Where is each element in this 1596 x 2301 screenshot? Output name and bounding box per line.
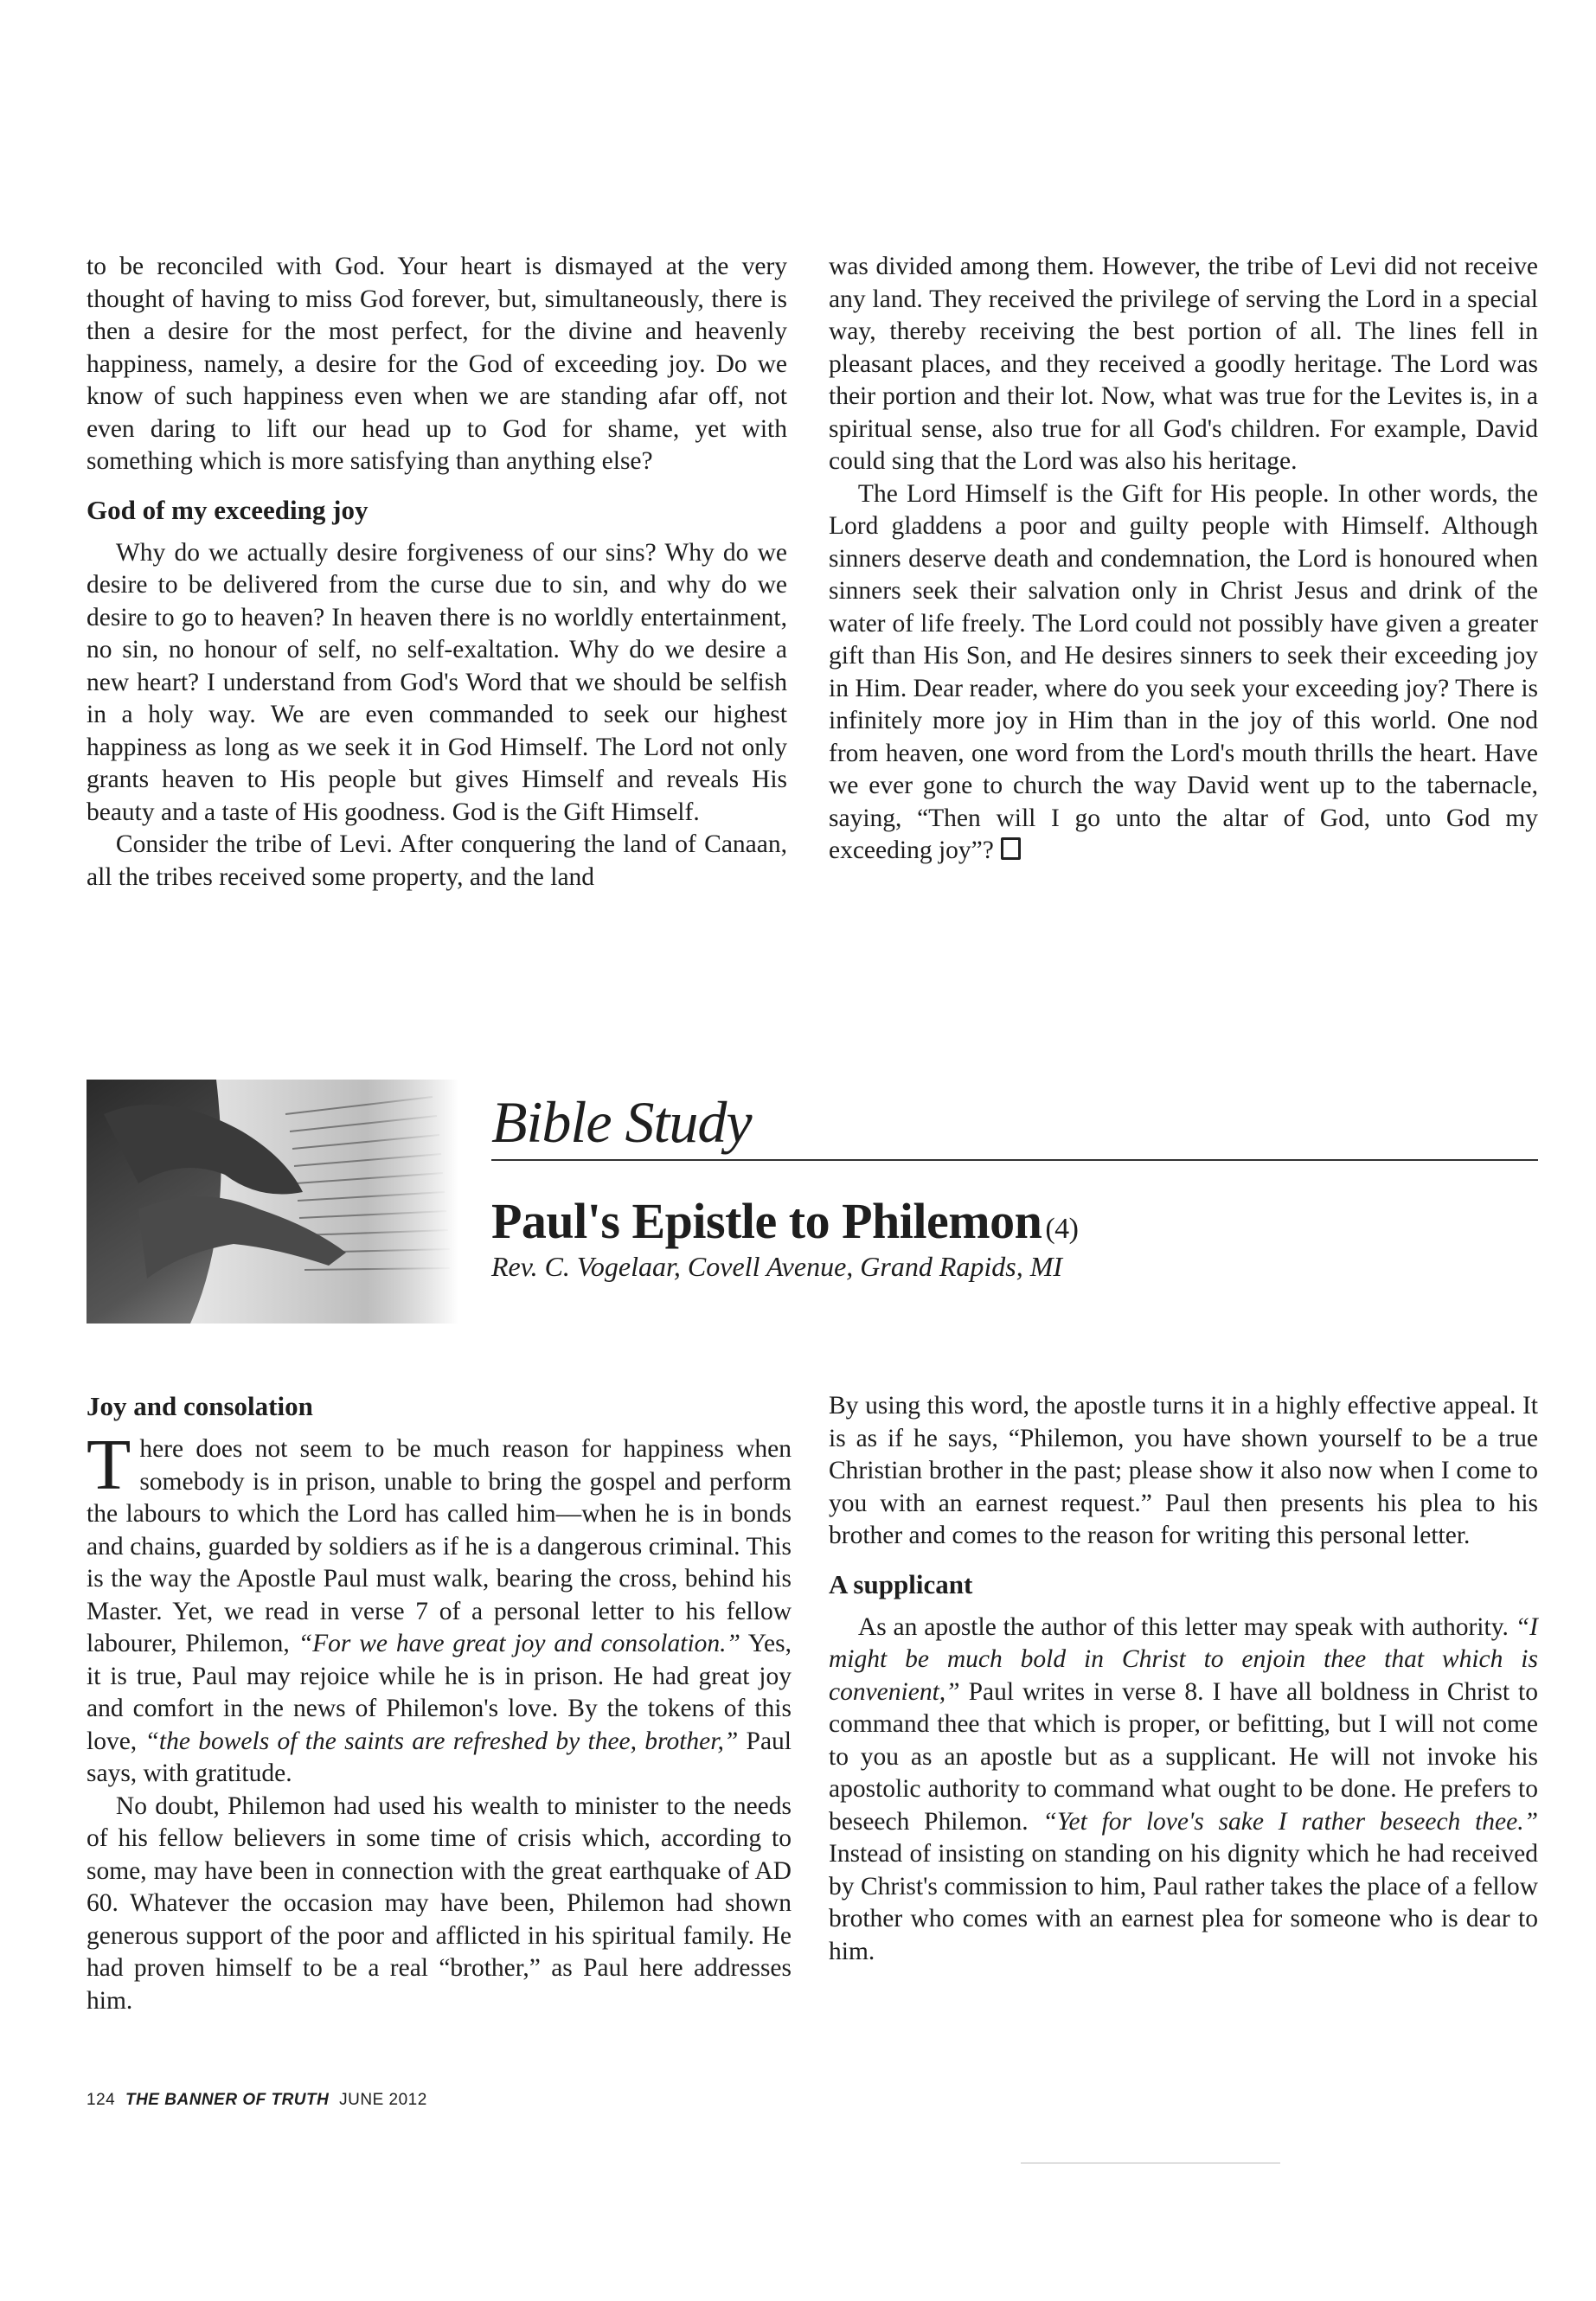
section-label: Bible Study <box>491 1089 752 1155</box>
title-text: Paul's Epistle to Philemon <box>491 1193 1042 1249</box>
paragraph: was divided among them. However, the tribe of Levi did not receive any land. They received the privilege of serving the Lord in a special way, thereby receiving the best portion of all. The lines fell in pleasant places, and they received a goodly heritage. The Lord was their portion and their lot. Now, what was true for the Levites is, in a spiritual sense, also true for all God's children. For example, David could sing that the Lord was also his heritage. <box>829 253 1538 475</box>
paragraph <box>87 1425 792 1791</box>
paragraph: Consider the tribe of Levi. After conquering the land of Canaan, all the tribes received some property, and the land <box>87 830 787 891</box>
paragraph: to be reconciled with God. Your heart is dismayed at the very thought of having to miss God forever, but, simultaneously, there is then a desire for the most perfect, for the divine and heavenly happiness, namely, a desire for the God of exceeding joy. Do we know of such happiness even when we are standing afar off, not even daring to lift our head up to God for shame, yet with something which is more satisfying than anything else? <box>87 253 787 475</box>
paragraph <box>829 1612 1538 1969</box>
issue-date: JUNE 2012 <box>339 2091 427 2109</box>
paragraph-text: The Lord Himself is the Gift for His people. In other words, the Lord gladdens a poor and guilty people with Himself. Although sinners deserve death and condemnation, the Lord is honoured when sinners seek their salvation only in Christ Jesus and drink of the water of life freely. The Lord could not possibly have given a greater gift than His Son, and He desires sinners to seek their exceeding joy in Him. Dear reader, where do you seek your exceeding joy? There is infinitely more joy in Him than in the joy of this world. One nod from heaven, one word from the Lord's mouth thrills the heart. Have we ever gone to church the way David went up to the tabernacle, saying, “Then will I go unto the altar of God, unto God my exceeding joy”? <box>829 479 1538 864</box>
drop-cap: T <box>87 1425 131 1505</box>
paragraph-text: Paul says, with gratitude. <box>87 1727 792 1787</box>
section-heading: God of my exceeding joy <box>87 494 369 525</box>
bottom-right-column <box>829 1390 1538 1968</box>
paragraph-with-end-mark <box>829 478 1538 868</box>
byline: Rev. C. Vogelaar, Covell Avenue, Grand Rapids, MI <box>491 1251 1063 1282</box>
bottom-left-column <box>87 1390 792 2017</box>
scripture-quote: “I might be much bold in Christ to enjoin thee that which is convenient,” <box>829 1612 1538 1706</box>
article-title <box>491 1192 1078 1250</box>
paragraph: Why do we actually desire forgiveness of our sins? Why do we desire to be delivered from the curse due to sin, and why do we desire to go to heaven? In heaven there is no worldly entertainment, no sin, no honour of self, no self-exaltation. Why do we desire a new heart? I understand from God's Word that we should be selfish in a holy way. We are even commanded to seek our highest happiness as long as we seek it in God Himself. The Lord not only grants heaven to His people but gives Himself and reveals His beauty and a taste of His goodness. God is the Gift Himself. <box>87 538 787 826</box>
section-heading: A supplicant <box>829 1568 973 1599</box>
part-number: (4) <box>1045 1213 1079 1245</box>
paragraph: No doubt, Philemon had used his wealth to minister to the needs of his fellow believers in some time of crisis which, according to some, may have been in connection with the great earthquake of AD 60. Whatever the occasion may have been, Philemon had shown generous support of the poor and afflicted in his spiritual family. He had proven himself to be a real “brother,” as Paul here addresses him. <box>87 1791 792 2015</box>
page-footer <box>87 2091 427 2110</box>
scripture-quote: “For we have great joy and consolation.” <box>298 1630 740 1657</box>
end-of-article-icon <box>1001 837 1021 860</box>
magazine-name: THE BANNER OF TRUTH <box>125 2091 330 2109</box>
scripture-quote: “the bowels of the saints are refreshed by thee, brother,” <box>144 1727 739 1755</box>
bible-study-photo <box>87 1080 458 1324</box>
scripture-quote: “Yet for love's sake I rather beseech thee.” <box>1042 1807 1538 1836</box>
paragraph-text: As an apostle the author of this letter may speak with authority. <box>857 1612 1516 1641</box>
paragraph-text: Instead of insisting on standing on his dignity which he had received by Christ's commission to him, Paul rather takes the place of a fellow brother who comes with an earnest plea for someone who is dear to him. <box>829 1840 1538 1965</box>
paragraph-text: Yes, it is true, Paul may rejoice while he is in prison. He had great joy and comfort in the news of Philemon's love. By the tokens of this love, <box>87 1630 792 1755</box>
section-heading: Joy and consolation <box>87 1391 313 1421</box>
top-left-column <box>87 251 787 894</box>
paragraph-text: Paul writes in verse 8. I have all boldness in Christ to command thee that which is proper, or befitting, but I will not come to you as an apostle but as a supplicant. He will not invoke his apostolic authority to command what ought to be done. He prefers to beseech Philemon. <box>829 1677 1538 1836</box>
divider <box>491 1159 1538 1161</box>
top-right-column <box>829 251 1538 868</box>
paragraph-text: here does not seem to be much reason for happiness when somebody is in prison, unable to bring the gospel and perform the labours to which the Lord has called him—when he is in bonds and chains, guarded by soldiers as if he is a dangerous criminal. This is the way the Apostle Paul must walk, bearing the cross, behind his Master. Yet, we read in verse 7 of a personal letter to his fellow labourer, Philemon, <box>87 1435 792 1657</box>
page-number: 124 <box>87 2091 116 2109</box>
paragraph: By using this word, the apostle turns it in a highly effective appeal. It is as if he says, “Philemon, you have shown yourself to be a true Christian brother in the past; please show it also now when I come to you with an earnest request.” Paul then presents his plea to his brother and comes to the reason for writing this personal letter. <box>829 1392 1538 1549</box>
